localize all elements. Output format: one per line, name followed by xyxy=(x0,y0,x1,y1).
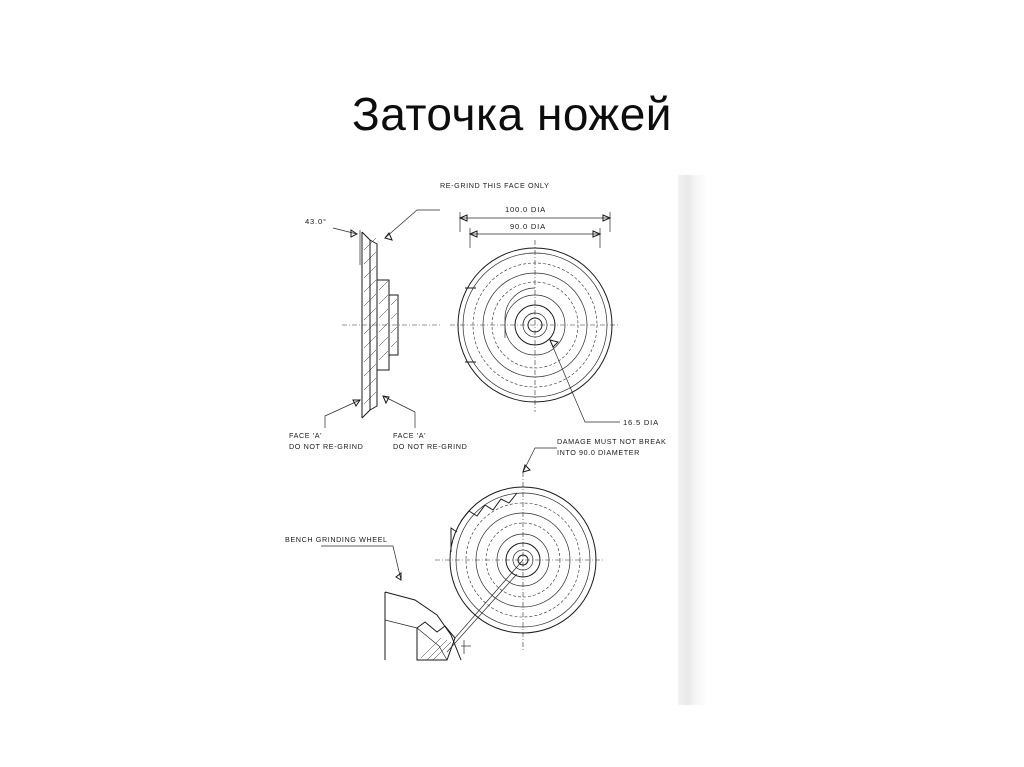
label-dia-inner: 90.0 DIA xyxy=(510,222,546,231)
front-plan-view xyxy=(450,205,659,427)
label-face-a-right-2: DO NOT RE-GRIND xyxy=(393,442,468,451)
page-title: Заточка ножей xyxy=(352,87,672,140)
label-face-a-left-2: DO NOT RE-GRIND xyxy=(289,442,364,451)
label-bench-wheel: BENCH GRINDING WHEEL xyxy=(285,535,388,544)
label-damage-1: DAMAGE MUST NOT BREAK xyxy=(557,437,667,446)
label-dia-bore: 16.5 DIA xyxy=(623,418,659,427)
label-damage-2: INTO 90.0 DIAMETER xyxy=(557,448,640,457)
label-angle: 43.0° xyxy=(305,217,327,226)
technical-drawing-figure xyxy=(265,160,735,720)
label-dia-outer: 100.0 DIA xyxy=(505,205,546,214)
grinding-setup-view xyxy=(285,437,666,660)
label-regrind-face: RE-GRIND THIS FACE ONLY xyxy=(440,181,550,190)
label-face-a-left-1: FACE 'A' xyxy=(289,431,323,440)
label-face-a-right-1: FACE 'A' xyxy=(393,431,427,440)
